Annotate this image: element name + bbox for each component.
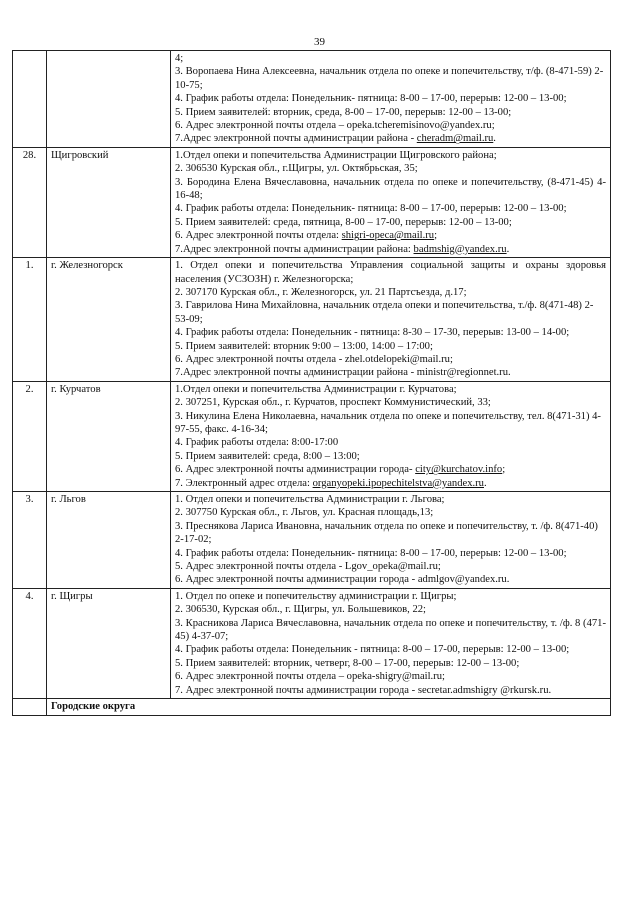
info-line bbox=[175, 119, 606, 132]
info-line bbox=[175, 92, 606, 105]
district-name: Щигровский bbox=[47, 147, 171, 257]
info-text: 4. График работы отдела: Понедельник- пятница: 8-00 – 17-00, перерыв: 12-00 – 13-00; bbox=[175, 203, 567, 215]
info-line bbox=[175, 65, 606, 92]
row-number: 1. bbox=[13, 258, 47, 382]
info-text: 4. График работы отдела: 8:00-17:00 bbox=[175, 437, 339, 449]
info-text: 4. График работы отдела: Понедельник - пятница: 8-30 – 17-30, перерыв: 13-00 – 14-00; bbox=[175, 327, 570, 339]
table-row bbox=[13, 147, 611, 257]
email-link[interactable]: organyopeki.ipopechitelstva@yandex.ru bbox=[312, 477, 484, 489]
contact-info bbox=[171, 147, 611, 257]
info-line bbox=[175, 52, 606, 65]
info-text: 1.Отдел опеки и попечительства Администрации г. Курчатова; bbox=[175, 383, 457, 395]
info-line bbox=[175, 149, 606, 162]
info-text: 3. Преснякова Лариса Ивановна, начальник отдела по опеке и попечительству, т. /ф. 8(471-40) 2-17-02; bbox=[175, 520, 598, 546]
info-line bbox=[175, 506, 606, 519]
info-line bbox=[175, 450, 606, 463]
info-text: 7. Электронный адрес отдела: bbox=[175, 477, 313, 489]
district-name: г. Курчатов bbox=[47, 381, 171, 491]
contact-info bbox=[171, 492, 611, 589]
info-text: 2. 307251, Курская обл., г. Курчатов, проспект Коммунистический, 33; bbox=[175, 397, 491, 409]
info-text: 7.Адрес электронной почты администрации района - bbox=[175, 133, 417, 145]
contact-info bbox=[171, 588, 611, 698]
info-text: 6. Адрес электронной почты администрации города - admlgov@yandex.ru. bbox=[175, 574, 510, 586]
info-line bbox=[175, 243, 606, 256]
authorities-table bbox=[12, 50, 611, 716]
info-text: 6. Адрес электронной почты администрации города- bbox=[175, 464, 416, 476]
info-text: 3. Бородина Елена Вячеславовна, начальник отдела по опеке и попечительству, (8-471-45) 4-16-48; bbox=[175, 176, 606, 202]
email-link[interactable]: cheradm@mail.ru bbox=[416, 133, 494, 145]
email-link[interactable]: shigri-opeca@mail.ru bbox=[341, 230, 435, 242]
info-text: 6. Адрес электронной почты отдела – opeka-shigry@mail.ru; bbox=[175, 671, 445, 683]
info-line bbox=[175, 106, 606, 119]
info-line bbox=[175, 657, 606, 670]
info-line bbox=[175, 547, 606, 560]
email-link[interactable]: badmshig@yandex.ru bbox=[413, 243, 507, 255]
info-text: 4. График работы отдела: Понедельник- пятница: 8-00 – 17-00, перерыв: 12-00 – 13-00; bbox=[175, 93, 567, 105]
info-text: 2. 306530, Курская обл., г. Щигры, ул. Большевиков, 22; bbox=[175, 604, 427, 616]
district-name: г. Льгов bbox=[47, 492, 171, 589]
info-line bbox=[175, 286, 606, 299]
info-line bbox=[175, 299, 606, 326]
info-line bbox=[175, 410, 606, 437]
row-number bbox=[13, 51, 47, 148]
table-row bbox=[13, 492, 611, 589]
info-line bbox=[175, 463, 606, 476]
contact-info bbox=[171, 381, 611, 491]
table-row bbox=[13, 588, 611, 698]
info-line bbox=[175, 229, 606, 242]
info-text: 4; bbox=[175, 53, 184, 64]
info-line bbox=[175, 132, 606, 145]
info-text: 4. График работы отдела: Понедельник - пятница: 8-00 – 17-00, перерыв: 12-00 – 13-00; bbox=[175, 644, 570, 656]
info-text: 3. Красникова Лариса Вячеславовна, начальник отдела по опеке и попечительству, т. /ф. 8 (471-45) 4-37-07; bbox=[175, 617, 606, 643]
section-row bbox=[13, 699, 611, 715]
info-line bbox=[175, 176, 606, 203]
info-line bbox=[175, 259, 606, 286]
district-name: г. Железногорск bbox=[47, 258, 171, 382]
info-line bbox=[175, 643, 606, 656]
info-text: 1. Отдел по опеке и попечительству администрации г. Щигры; bbox=[175, 590, 457, 602]
punctuation: . bbox=[506, 243, 510, 255]
punctuation: ; bbox=[502, 464, 506, 476]
info-text: 2. 306530 Курская обл., г.Щигры, ул. Октябрьская, 35; bbox=[175, 163, 418, 175]
info-line bbox=[175, 340, 606, 353]
info-text: 2. 307750 Курская обл., г. Льгов, ул. Красная площадь,13; bbox=[175, 507, 434, 519]
district-name: г. Щигры bbox=[47, 588, 171, 698]
punctuation: . bbox=[483, 477, 487, 489]
info-text: 7. Адрес электронной почты администрации города - secretar.admshigry @rkursk.ru. bbox=[175, 684, 552, 696]
info-text: 3. Воропаева Нина Алексеевна, начальник отдела по опеке и попечительству, т/ф. (8-471-59) 2-10-75; bbox=[175, 66, 604, 91]
punctuation: ; bbox=[434, 230, 438, 242]
table-body bbox=[13, 51, 611, 716]
info-line bbox=[175, 383, 606, 396]
info-text: 1. Отдел опеки и попечительства Администрации г. Льгова; bbox=[175, 494, 445, 505]
info-text: 5. Прием заявителей: вторник 9:00 – 13:00, 14:00 – 17:00; bbox=[175, 340, 433, 352]
info-text: 6. Адрес электронной почты отдела: bbox=[175, 230, 342, 242]
email-link[interactable]: city@kurchatov.info bbox=[415, 464, 503, 476]
info-text: 5. Прием заявителей: вторник, четверг, 8-00 – 17-00, перерыв: 12-00 – 13-00; bbox=[175, 657, 520, 669]
info-line bbox=[175, 353, 606, 366]
info-line bbox=[175, 684, 606, 697]
contact-info bbox=[171, 258, 611, 382]
page-number: 39 bbox=[314, 36, 325, 48]
info-line bbox=[175, 396, 606, 409]
info-line bbox=[175, 573, 606, 586]
info-line bbox=[175, 670, 606, 683]
info-text: 1. Отдел опеки и попечительства Управления социальной защиты и охраны здоровья населения (УСЗОЗН) г. Железногорска; bbox=[175, 260, 606, 285]
info-text: 2. 307170 Курская обл., г. Железногорск, ул. 21 Партсъезда, д.17; bbox=[175, 286, 467, 298]
info-text: 7.Адрес электронной почты администрации района - ministr@regionnet.ru. bbox=[175, 367, 511, 379]
info-line bbox=[175, 202, 606, 215]
row-number: 3. bbox=[13, 492, 47, 589]
info-text: 1.Отдел опеки и попечительства Администрации Щигровского района; bbox=[175, 149, 497, 161]
table-row bbox=[13, 381, 611, 491]
info-line bbox=[175, 162, 606, 175]
info-line bbox=[175, 590, 606, 603]
table-row bbox=[13, 51, 611, 148]
info-text: 7.Адрес электронной почты администрации района: bbox=[175, 243, 414, 255]
info-line bbox=[175, 216, 606, 229]
info-text: 3. Никулина Елена Николаевна, начальник отдела по опеке и попечительству, тел. 8(471-31) 4-97-55, факс. 4-16-34; bbox=[175, 410, 601, 435]
info-line bbox=[175, 603, 606, 616]
info-line bbox=[175, 477, 606, 490]
table-row bbox=[13, 258, 611, 382]
info-text: 5. Прием заявителей: среда, пятница, 8-00 – 17-00, перерыв: 12-00 – 13-00; bbox=[175, 216, 512, 228]
row-number: 28. bbox=[13, 147, 47, 257]
punctuation: . bbox=[493, 133, 496, 145]
district-name bbox=[47, 51, 171, 148]
info-text: 6. Адрес электронной почты отдела – opeka.tcheremisinovo@yandex.ru; bbox=[175, 120, 495, 132]
info-text: 5. Прием заявителей: вторник, среда, 8-00 – 17-00, перерыв: 12-00 – 13-00; bbox=[175, 106, 512, 118]
info-line bbox=[175, 366, 606, 379]
info-line bbox=[175, 520, 606, 547]
info-text: 6. Адрес электронной почты отдела - zhel.otdelopeki@mail.ru; bbox=[175, 353, 453, 365]
info-text: 3. Гаврилова Нина Михайловна, начальник отдела опеки и попечительства, т./ф. 8(471-48) 2-53-09; bbox=[175, 300, 594, 325]
row-number: 4. bbox=[13, 588, 47, 698]
info-text: 5. Прием заявителей: среда, 8:00 – 13:00; bbox=[175, 450, 360, 462]
info-text: 4. График работы отдела: Понедельник- пятница: 8-00 – 17-00, перерыв: 12-00 – 13-00; bbox=[175, 547, 567, 559]
info-line bbox=[175, 493, 606, 506]
info-text: 5. Адрес электронной почты отдела - Lgov_opeka@mail.ru; bbox=[175, 561, 441, 573]
row-number: 2. bbox=[13, 381, 47, 491]
contact-info bbox=[171, 51, 611, 148]
empty-cell bbox=[13, 699, 47, 715]
info-line bbox=[175, 326, 606, 339]
info-line bbox=[175, 560, 606, 573]
section-label: Городские округа bbox=[47, 699, 611, 715]
info-line bbox=[175, 617, 606, 644]
info-line bbox=[175, 436, 606, 449]
